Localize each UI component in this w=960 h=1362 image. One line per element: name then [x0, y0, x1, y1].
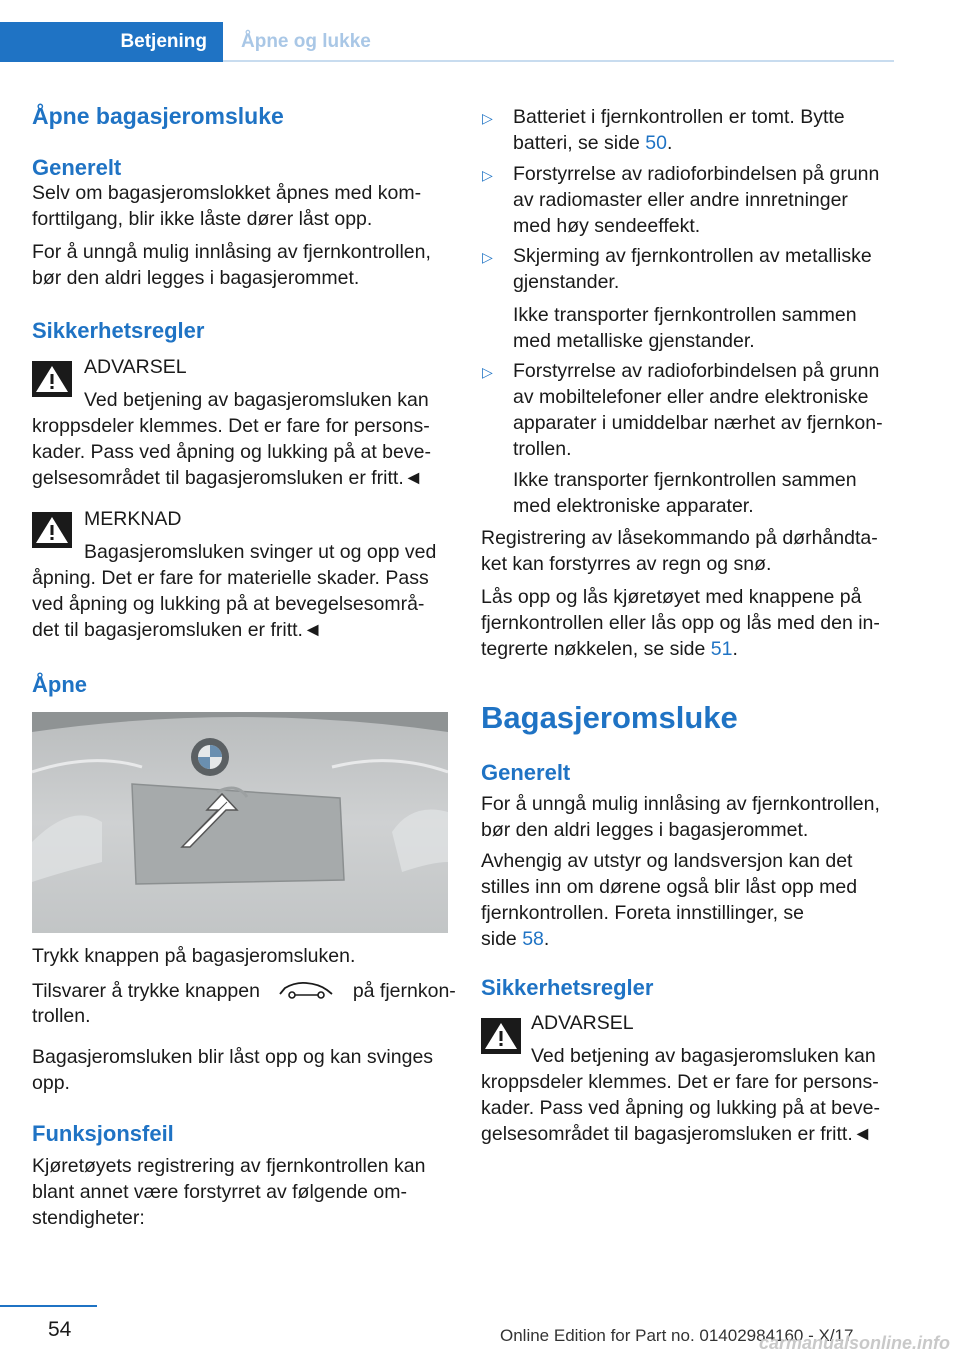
general-line: For å unngå mulig innlåsing av fjernkontrollen, — [32, 241, 431, 263]
bullet-line: Forstyrrelse av radioforbindelsen på grunn — [513, 360, 880, 382]
warning-line: Ved betjening av bagasjeromsluken kan — [84, 389, 429, 411]
general-heading: Generelt — [32, 155, 122, 180]
notice-line: Bagasjeromsluken svinger ut og opp ved — [84, 541, 437, 563]
notice-line: åpning. Det er fare for materielle skader. Pass — [32, 567, 429, 589]
open-line: opp. — [32, 1072, 70, 1094]
trunk-illustration — [32, 712, 448, 933]
warning-line: Ved betjening av bagasjeromsluken kan — [531, 1045, 876, 1067]
bullet-line: apparater i umiddelbar nærhet av fjernkon- — [513, 412, 883, 434]
warning-line: kader. Pass ved åpning og lukking på at beve- — [32, 441, 431, 463]
bullet-line: med metalliske gjenstander. — [513, 330, 755, 352]
open-line: Trykk knappen på bagasjeromsluken. — [32, 945, 356, 967]
notice-label: MERKNAD — [84, 508, 182, 530]
notice-line: ved åpning og lukking på at bevegelsesområ- — [32, 593, 425, 615]
notice-line: det til bagasjeromsluken er fritt.◄ — [32, 619, 323, 641]
warning-line: gelsesområdet til bagasjeromsluken er fritt.◄ — [32, 467, 424, 489]
header-rule — [223, 60, 894, 62]
general-text: side — [481, 928, 517, 950]
page-header — [0, 22, 894, 62]
tab-open-close[interactable]: Åpne og lukke — [241, 31, 371, 52]
page-link-51[interactable]: 51 — [710, 638, 733, 660]
bullet-line: trollen. — [513, 438, 572, 460]
paragraph-line: fjernkontrollen eller lås opp og lås med den in- — [481, 612, 880, 634]
safety-heading: Sikkerhetsregler — [32, 318, 205, 343]
open-line: trollen. — [32, 1005, 91, 1027]
open-heading: Åpne — [32, 672, 87, 697]
period: . — [666, 132, 673, 154]
general-heading: Generelt — [481, 760, 571, 785]
edition-text: Online Edition for Part no. 01402984160 - X/17 — [500, 1326, 854, 1345]
bullet-line: Ikke transporter fjernkontrollen sammen — [513, 469, 857, 491]
paragraph-line: Lås opp og lås kjøretøyet med knappene på — [481, 586, 862, 608]
bullet-icon: ▷ — [482, 364, 493, 380]
general-line: fjernkontrollen. Foreta innstillinger, se — [481, 902, 804, 924]
fault-line: stendigheter: — [32, 1207, 145, 1229]
warning-line: kroppsdeler klemmes. Det er fare for persons- — [32, 415, 430, 437]
bullet-icon: ▷ — [482, 110, 493, 126]
bullet-text: batteri, se side — [513, 132, 640, 154]
fault-heading: Funksjonsfeil — [32, 1121, 174, 1146]
bullet-icon: ▷ — [482, 249, 493, 265]
warning-line: gelsesområdet til bagasjeromsluken er fritt.◄ — [481, 1123, 873, 1145]
page-link-50[interactable]: 50 — [645, 132, 667, 154]
page-number: 54 — [48, 1318, 72, 1341]
general-line: bør den aldri legges i bagasjerommet. — [481, 819, 809, 841]
section-title: Åpne bagasjeromsluke — [32, 103, 284, 129]
paragraph-line: ket kan forstyrres av regn og snø. — [481, 553, 772, 575]
safety-heading: Sikkerhetsregler — [481, 975, 654, 1000]
general-line — [481, 928, 549, 951]
warning-label: ADVARSEL — [84, 356, 187, 378]
open-line — [32, 979, 456, 1003]
general-line: bør den aldri legges i bagasjerommet. — [32, 267, 360, 289]
open-line: Bagasjeromsluken blir låst opp og kan svinges — [32, 1046, 434, 1068]
bullet-line: gjenstander. — [513, 271, 620, 293]
paragraph-text: tegrerte nøkkelen, se side — [481, 638, 706, 660]
general-line: stilles inn om dørene også blir låst opp med — [481, 876, 858, 898]
bullet-line: Skjerming av fjernkontrollen av metalliske — [513, 245, 872, 267]
bullet-line: av mobiltelefoner eller andre elektroniske — [513, 386, 869, 408]
warning-line: kroppsdeler klemmes. Det er fare for persons- — [481, 1071, 879, 1093]
bullet-line: med høy sendeeffekt. — [513, 215, 701, 237]
bullet-line: av radiomaster eller andre innretninger — [513, 189, 848, 211]
fault-line: blant annet være forstyrret av følgende om- — [32, 1181, 408, 1203]
car-trunk-icon — [277, 979, 335, 1001]
open-line-part: på fjernkon- — [352, 980, 456, 1002]
footer-rule — [0, 1305, 97, 1307]
bullet-icon: ▷ — [482, 167, 493, 183]
period: . — [543, 928, 550, 950]
chapter-heading: Bagasjeromsluke — [481, 700, 738, 735]
warning-icon — [32, 512, 72, 548]
paragraph-line — [481, 638, 738, 661]
bullet-line: Ikke transporter fjernkontrollen sammen — [513, 304, 857, 326]
general-line: Avhengig av utstyr og landsversjon kan det — [481, 850, 853, 872]
paragraph-line: Registrering av låsekommando på dørhåndta- — [481, 527, 878, 549]
fault-line: Kjøretøyets registrering av fjernkontrollen kan — [32, 1155, 426, 1177]
warning-icon — [481, 1018, 521, 1054]
warning-label: ADVARSEL — [531, 1012, 634, 1034]
warning-icon — [32, 361, 72, 397]
period: . — [732, 638, 738, 660]
bullet-line: Forstyrrelse av radioforbindelsen på grunn — [513, 163, 880, 185]
general-line: forttilgang, blir ikke låste dører låst opp. — [32, 208, 373, 230]
bullet-line: med elektroniske apparater. — [513, 495, 754, 517]
page-link-58[interactable]: 58 — [522, 928, 544, 950]
bullet-line: Batteriet i fjernkontrollen er tomt. Bytte — [513, 106, 845, 128]
general-line: Selv om bagasjeromslokket åpnes med kom- — [32, 182, 422, 204]
watermark: carmanualsonline.info — [758, 1333, 950, 1353]
warning-line: kader. Pass ved åpning og lukking på at beve- — [481, 1097, 880, 1119]
open-line-part: Tilsvarer å trykke knappen — [32, 980, 260, 1002]
general-line: For å unngå mulig innlåsing av fjernkontrollen, — [481, 793, 880, 815]
bullet-line — [513, 132, 672, 155]
tab-betjening[interactable]: Betjening — [0, 22, 223, 62]
